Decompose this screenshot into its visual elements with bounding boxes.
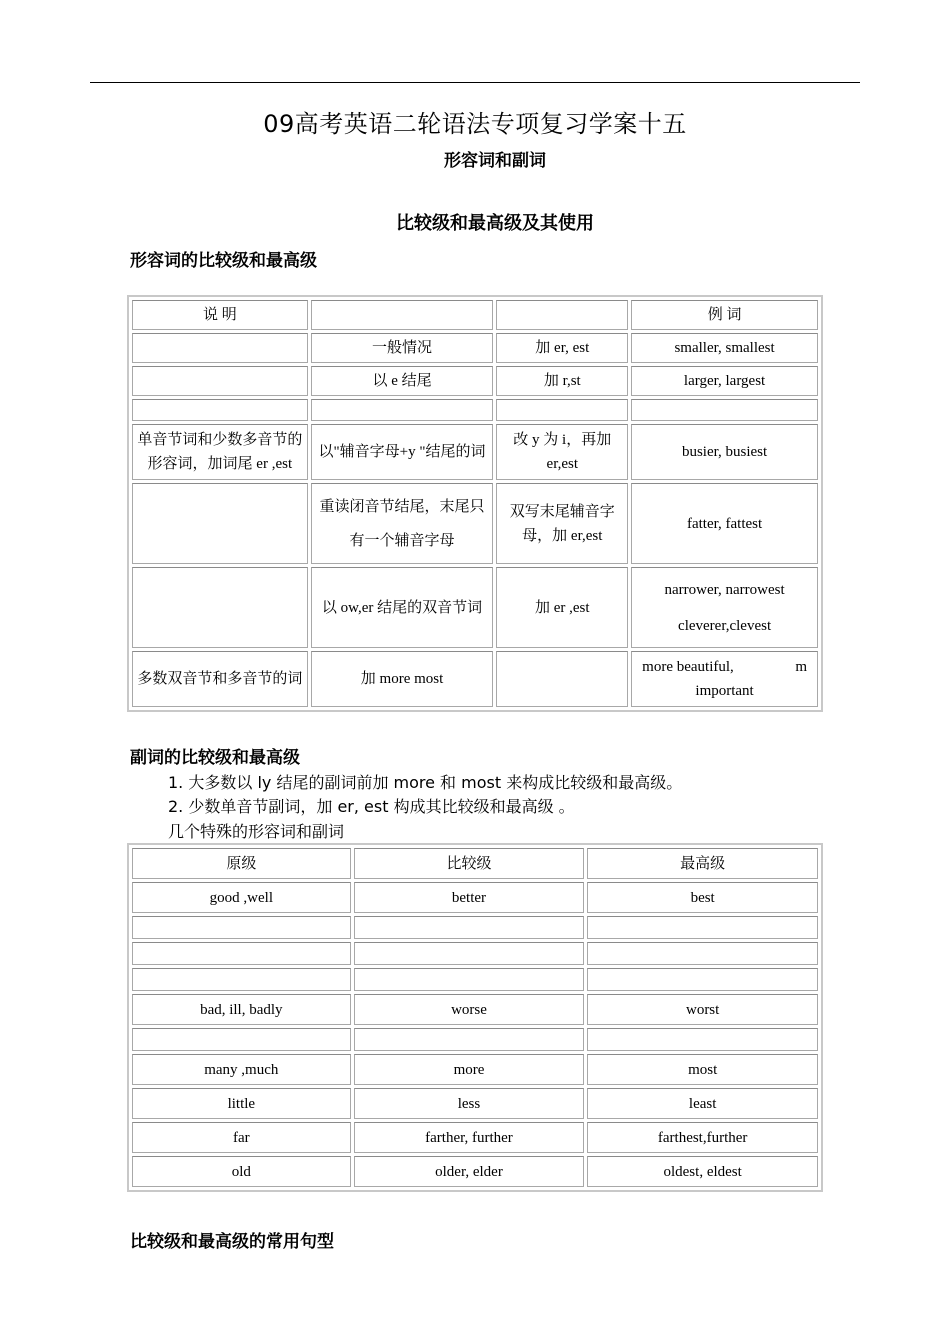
table-cell: 加 er, est — [496, 333, 628, 363]
example-word: important — [695, 683, 754, 699]
table-cell — [496, 651, 628, 707]
example-line — [634, 655, 815, 679]
section-heading: 比较级和最高级及其使用 — [396, 213, 594, 234]
table-cell — [496, 399, 628, 421]
table-row — [132, 916, 818, 939]
table-header-row — [132, 300, 818, 330]
adjective-comparison-table — [127, 295, 823, 712]
table-cell: busier, busiest — [631, 424, 818, 480]
table-cell — [631, 399, 818, 421]
table-cell — [132, 968, 351, 991]
table-cell — [132, 333, 308, 363]
table-cell — [132, 366, 308, 396]
table-row — [132, 366, 818, 396]
table-cell — [132, 1028, 351, 1051]
table-cell — [132, 942, 351, 965]
table-cell: 改 y 为 i，再加 er,est — [496, 424, 628, 480]
example-word: more beautiful, — [642, 659, 734, 675]
table-cell: more — [354, 1054, 585, 1085]
table-row — [132, 424, 818, 480]
table-cell — [132, 399, 308, 421]
table-row — [132, 333, 818, 363]
table-cell: 双写末尾辅音字母，加 er,est — [496, 483, 628, 564]
example-word: m — [795, 659, 807, 675]
adv-point: 2. 少数单音节副词，加 er, est 构成其比较级和最高级 。 — [168, 797, 575, 816]
adj-heading: 形容词的比较级和最高级 — [130, 251, 317, 271]
table-cell — [132, 567, 308, 648]
table-cell — [631, 567, 818, 648]
table-cell — [311, 399, 494, 421]
table-cell — [587, 942, 818, 965]
table-cell: worst — [587, 994, 818, 1025]
table-row — [132, 567, 818, 648]
table-cell — [354, 968, 585, 991]
table-header-cell: 比较级 — [354, 848, 585, 879]
table-row — [132, 483, 818, 564]
table-cell: bad, ill, badly — [132, 994, 351, 1025]
adv-point: 1. 大多数以 ly 结尾的副词前加 more 和 most 来构成比较级和最高级。 — [168, 773, 683, 792]
table-cell: good ,well — [132, 882, 351, 913]
table-row — [132, 994, 818, 1025]
irregular-forms-table — [127, 843, 823, 1192]
table-cell: 以 e 结尾 — [311, 366, 494, 396]
table-cell — [587, 968, 818, 991]
example-word: narrower, narrowest — [664, 581, 785, 598]
table-cell: 单音节词和少数多音节的形容词，加词尾 er ,est — [132, 424, 308, 480]
table-cell: 加 er ,est — [496, 567, 628, 648]
table-cell: far — [132, 1122, 351, 1153]
table-cell: older, elder — [354, 1156, 585, 1187]
table-row — [132, 1054, 818, 1085]
table-header-cell: 例 词 — [631, 300, 818, 330]
example-word: cleverer,clevest — [678, 617, 772, 634]
table-row — [132, 1088, 818, 1119]
table-header-cell — [496, 300, 628, 330]
table-cell: best — [587, 882, 818, 913]
table-header-cell: 最高级 — [587, 848, 818, 879]
table-cell: 重读闭音节结尾，末尾只有一个辅音字母 — [311, 483, 494, 564]
table-cell: farthest,further — [587, 1122, 818, 1153]
header-rule — [90, 82, 860, 83]
page-subtitle: 形容词和副词 — [444, 151, 546, 171]
table-cell: 一般情况 — [311, 333, 494, 363]
patterns-heading: 比较级和最高级的常用句型 — [130, 1232, 334, 1252]
table-cell: 加 r,st — [496, 366, 628, 396]
table-cell: smaller, smallest — [631, 333, 818, 363]
table-cell: least — [587, 1088, 818, 1119]
table-row — [132, 882, 818, 913]
table-row — [132, 651, 818, 707]
adv-heading: 副词的比较级和最高级 — [130, 748, 300, 768]
table-cell: farther, further — [354, 1122, 585, 1153]
table-row — [132, 968, 818, 991]
table-cell: better — [354, 882, 585, 913]
adv-point: 几个特殊的形容词和副词 — [168, 822, 345, 841]
table-row — [132, 1122, 818, 1153]
table-row — [132, 1156, 818, 1187]
table-cell: most — [587, 1054, 818, 1085]
table-cell: old — [132, 1156, 351, 1187]
table-cell: many ,much — [132, 1054, 351, 1085]
table-row — [132, 1028, 818, 1051]
page-title: 09高考英语二轮语法专项复习学案十五 — [263, 110, 687, 138]
table-cell: 以 ow,er 结尾的双音节词 — [311, 567, 494, 648]
table-cell — [354, 942, 585, 965]
table-cell — [132, 483, 308, 564]
table-cell — [587, 1028, 818, 1051]
table-cell: 加 more most — [311, 651, 494, 707]
table-cell: 以"辅音字母+y "结尾的词 — [311, 424, 494, 480]
table-header-row — [132, 848, 818, 879]
table-header-cell — [311, 300, 494, 330]
table-cell: fatter, fattest — [631, 483, 818, 564]
table-cell — [631, 651, 818, 707]
table-cell — [132, 916, 351, 939]
table-cell: larger, largest — [631, 366, 818, 396]
table-row — [132, 399, 818, 421]
table-cell: worse — [354, 994, 585, 1025]
table-row — [132, 942, 818, 965]
table-header-cell: 原级 — [132, 848, 351, 879]
table-cell: 多数双音节和多音节的词 — [132, 651, 308, 707]
table-cell — [354, 1028, 585, 1051]
table-cell — [354, 916, 585, 939]
table-header-cell: 说 明 — [132, 300, 308, 330]
table-cell — [587, 916, 818, 939]
table-cell: little — [132, 1088, 351, 1119]
table-cell: oldest, eldest — [587, 1156, 818, 1187]
table-cell: less — [354, 1088, 585, 1119]
